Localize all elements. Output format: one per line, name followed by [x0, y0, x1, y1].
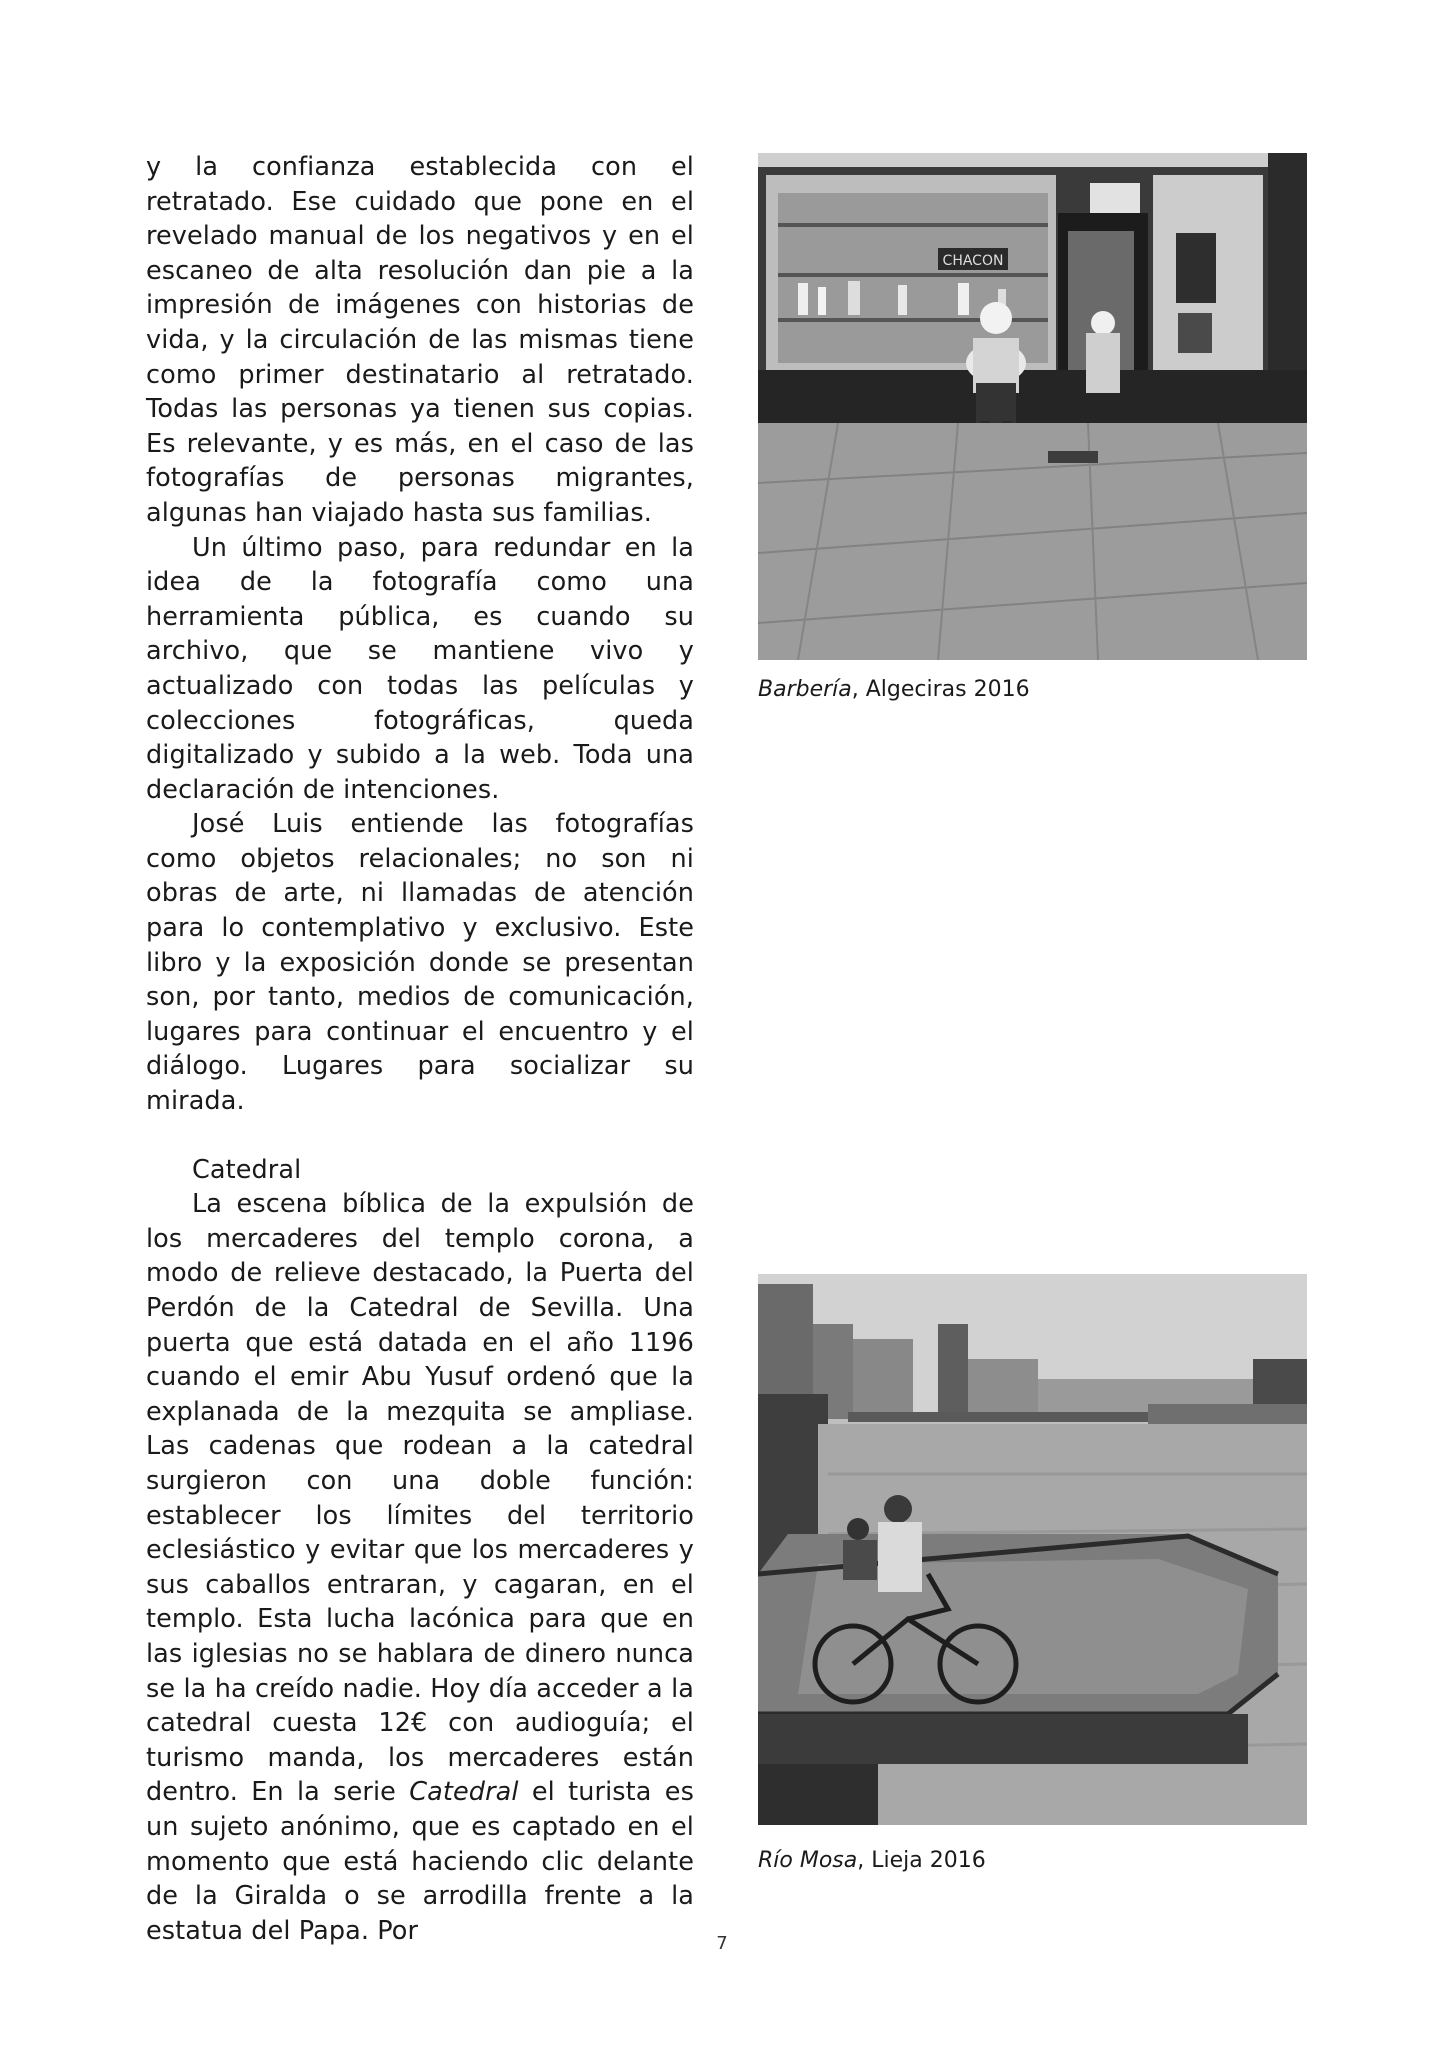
paragraph-4-text: La escena bíblica de la expulsión de los mercaderes del templo corona, a modo de relieve destacado, la Puerta del Perdón de la Catedral de Sevilla. Una puerta que está datada en el año 1196 cuando el emir Abu Yusuf ordenó que la explanada de la mezquita se ampliase. Las cadenas que rodean a la catedral surgieron con una doble función: establecer los límites del territorio eclesiástico y evitar que los mercaderes y sus caballos entraran, y cagaran, en el templo. Esta lucha lacónica para que en las iglesias no se hablara de dinero nunca se la ha creído nadie. Hoy día acceder a la catedral cuesta 12€ con audioguía; el turismo manda, los mercaderes están dentro. En la serie — [146, 1189, 694, 1808]
paragraph-2: Un último paso, para redundar en la idea de la fotografía como una herramienta pública, es cuando su archivo, que se mantiene vivo y actualizado con todas las películas y colecciones fotográficas, queda digitalizado y subido a la web. Toda una declaración de intenciones. — [146, 532, 694, 805]
body-text-column — [146, 150, 694, 1948]
shop-sign-text: CHACON — [942, 253, 1004, 269]
paragraph-1: y la confianza establecida con el retratado. Ese cuidado que pone en el revelado manual de los negativos y en el escaneo de alta resolución dan pie a la impresión de imágenes con historias de vida, y la circulación de las mismas tiene como primer destinatario al retratado. Todas las personas ya tienen sus copias. Es relevante, y es más, en el caso de las fotografías de personas migrantes, algunas han viajado hasta sus familias. — [146, 152, 694, 528]
caption-rio-mosa — [758, 1847, 986, 1875]
caption-rio-mosa-place: , Lieja 2016 — [857, 1848, 986, 1873]
paragraph-3: José Luis entiende las fotografías como objetos relacionales; no son ni obras de arte, ni llamadas de atención para lo contemplativo y exclusivo. Este libro y la exposición donde se presentan son, por tanto, medios de comunicación, lugares para continuar el encuentro y el diálogo. Lugares para socializar su mirada. — [146, 809, 694, 1117]
paragraph-4-series-title: Catedral — [409, 1777, 519, 1808]
section-heading-catedral: Catedral — [192, 1154, 302, 1185]
photo-barberia — [758, 153, 1307, 660]
caption-barberia-place: , Algeciras 2016 — [851, 677, 1030, 702]
page-number: 7 — [716, 1933, 728, 1954]
caption-rio-mosa-title: Río Mosa — [758, 1848, 858, 1873]
paragraph-4-end: el turista es un sujeto anónimo, que es captado en el momento que está haciendo clic delante de la Giralda o se arrodilla frente a la estatua del Papa. Por — [146, 1777, 694, 1946]
photo-rio-mosa — [758, 1274, 1307, 1825]
caption-barberia-title: Barbería — [758, 677, 852, 702]
caption-barberia — [758, 676, 1030, 704]
paragraph-4 — [146, 1187, 694, 1948]
